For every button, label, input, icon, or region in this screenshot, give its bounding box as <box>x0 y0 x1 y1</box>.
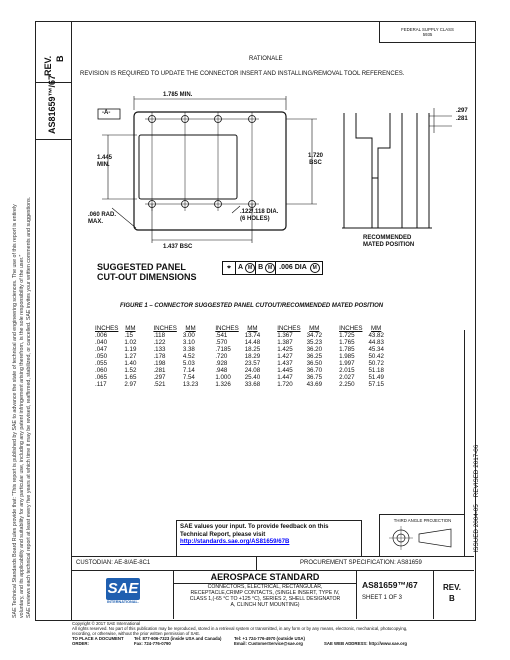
footer-copyright: Copyright © 2017 SAE International <box>72 621 141 626</box>
fcf-mmc-3: M <box>310 263 320 273</box>
conversion-table-cell: 1.445 <box>277 367 293 374</box>
dim-bsc-height: 1.720 BSC <box>308 153 324 166</box>
conversion-table-cell: 1.720 <box>277 381 293 388</box>
conversion-table-cell: 23.57 <box>244 360 261 367</box>
conversion-table-cell: .198 <box>153 360 166 367</box>
rationale-text: REVISION IS REQUIRED TO UPDATE THE CONNECTOR INSERT AND INSTALLING/REMOVAL TOOL REFERENCES. <box>80 71 405 77</box>
conversion-table-cell: .050 <box>95 353 108 360</box>
conversion-table-row <box>92 332 387 339</box>
conversion-table-cell: 36.50 <box>306 360 323 367</box>
conversion-table-row <box>92 360 387 367</box>
conversion-table-cell: 36.75 <box>306 374 323 381</box>
recommended-mated-label: RECOMMENDED MATED POSITION <box>363 235 415 248</box>
conversion-table-cell: .281 <box>153 367 166 374</box>
conversion-table-cell: .15 <box>124 332 133 339</box>
federal-supply-class-box <box>379 21 475 43</box>
conversion-table-cell: 2.250 <box>339 381 355 388</box>
fcf-tolerance: .006 DIA <box>275 262 310 274</box>
left-rev-value: B <box>55 55 65 62</box>
conversion-table-cell: .178 <box>153 353 166 360</box>
fcf-datum-a: A <box>238 264 244 271</box>
conversion-table-cell: .521 <box>153 381 166 388</box>
conversion-table-cell: 2.015 <box>339 367 355 374</box>
conversion-table-cell: 7.14 <box>182 367 195 374</box>
conversion-table-cell: 44.83 <box>368 339 384 346</box>
sae-logo <box>106 578 140 604</box>
footer-order-label: TO PLACE A DOCUMENT ORDER: <box>72 636 124 646</box>
feedback-line-1: SAE values your input. To provide feedback on this <box>180 523 329 530</box>
conversion-table-row <box>92 353 387 360</box>
conversion-table-cell: 1.725 <box>339 332 355 339</box>
tb-sheet: SHEET 1 OF 3 <box>362 595 402 601</box>
fcf-symbol: ⌖ <box>223 262 236 274</box>
conversion-table-row <box>92 346 387 353</box>
conversion-table-cell: 5.03 <box>182 360 195 367</box>
suggested-panel-title: SUGGESTED PANEL CUT-OUT DIMENSIONS <box>97 262 197 282</box>
dim-radius: .060 RAD. MAX. <box>88 212 117 225</box>
conversion-table-cell: 1.427 <box>277 353 293 360</box>
conversion-table-cell: 1.367 <box>277 332 293 339</box>
conversion-table-cell: 50.72 <box>368 360 384 367</box>
conversion-table-cell: 36.25 <box>306 353 323 360</box>
tb-doc-number: AS81659™/67 <box>362 580 418 590</box>
conversion-table-header: INCHES MM INCHES MM INCHES MM INCHES MM INCHES MM <box>95 325 382 332</box>
rationale-title: RATIONALE <box>249 56 283 62</box>
conversion-table-cell: 1.997 <box>339 360 355 367</box>
side-legal-line-2: voluntary, and its applicability and suitability for any particular use, including any patent infringement arising therefrom, is the sole responsibility of the user.” <box>19 254 25 618</box>
projection-box <box>379 514 465 557</box>
conversion-table-cell: 2.97 <box>124 381 137 388</box>
tb-top <box>71 556 474 557</box>
projection-symbol <box>383 523 463 553</box>
conversion-table <box>92 325 387 388</box>
tb-rev-value: B <box>449 594 455 603</box>
side-legal-line-1: SAE Technical Standards Board Rules provide that: “This report is published by SAE to advance the state of technical and engineering sciences. The use of this report is entirely <box>12 204 18 618</box>
footer-email[interactable]: Email: CustomerService@sae.org <box>234 641 303 646</box>
conversion-table-row <box>92 381 387 388</box>
procurement-spec: PROCUREMENT SPECIFICATION: AS81659 <box>300 560 422 566</box>
conversion-table-cell: 25.40 <box>244 374 261 381</box>
conversion-table-cell: .065 <box>95 374 108 381</box>
tb-rev-divider <box>433 570 434 619</box>
conversion-table-cell: 43.69 <box>306 381 323 388</box>
left-rev-label: REV. <box>43 55 53 76</box>
feature-control-frame <box>222 261 323 275</box>
conversion-table-cell: .720 <box>215 353 228 360</box>
dim-bsc-width: 1.437 BSC <box>163 244 193 250</box>
conversion-table-row <box>92 374 387 381</box>
conversion-table-cell: 1.000 <box>215 374 231 381</box>
conversion-table-cell: 1.985 <box>339 353 355 360</box>
tb-mid <box>71 570 474 571</box>
conversion-table-cell: 1.19 <box>124 346 137 353</box>
footer-rights-1: All rights reserved. No part of this publication may be reproduced, stored in a retrieval system or transmitted, in any form or by any means, electronic, mechanical, photocopying, <box>72 626 408 631</box>
conversion-table-cell: 7.54 <box>182 374 195 381</box>
fcf-mmc-2: M <box>265 263 275 273</box>
figure-caption: FIGURE 1 – CONNECTOR SUGGESTED PANEL CUTOUT/RECOMMENDED MATED POSITION <box>120 303 384 309</box>
conversion-table-cell: 1.437 <box>277 360 293 367</box>
conversion-table-cell: 1.52 <box>124 367 137 374</box>
spec-description: CONNECTORS, ELECTRICAL, RECTANGULAR, RECEPTACLE,CRIMP CONTACTS, (SINGLE INSERT, TYPE IV, CLASS 1,(-65 °C TO +125 °C), SERIES 2, SHELL DESIGNATOR A, CLINCH NUT MOUNTING) <box>189 584 341 608</box>
side-legal-text <box>12 197 33 618</box>
conversion-table-cell: 34.72 <box>306 332 323 339</box>
conversion-table-cell: .928 <box>215 360 228 367</box>
tb-custodian-divider <box>256 556 257 570</box>
conversion-table-cell: .047 <box>95 346 108 353</box>
conversion-table-cell: .7185 <box>215 346 231 353</box>
footer-rights-2: recording, or otherwise, without the prior written permission of SAE. <box>72 631 201 636</box>
conversion-table-cell: .117 <box>95 381 107 388</box>
side-legal-line-3: SAE reviews each technical report at least every five years at which time it may be revised, reaffirmed, stabilized, or cancelled. SAE invites your written comments and suggestions. <box>26 196 32 618</box>
footer <box>72 621 472 646</box>
left-doc-number: AS81659™/67 <box>47 74 57 134</box>
conversion-table-cell: 1.425 <box>277 346 293 353</box>
conversion-table-cell: 51.18 <box>368 367 384 374</box>
conversion-table-cell: 14.48 <box>244 339 261 346</box>
dim-holes: .122/.118 DIA. (6 HOLES) <box>240 209 279 222</box>
conversion-table-cell: 18.29 <box>244 353 261 360</box>
conversion-table-cell: .570 <box>215 339 228 346</box>
conversion-table-cell: 57.15 <box>368 381 384 388</box>
panel-cutout-drawing <box>72 88 464 288</box>
fsc-value: 5935 <box>422 32 433 37</box>
conversion-table-cell: 1.765 <box>339 339 355 346</box>
fcf-mmc-1: M <box>245 263 255 273</box>
aerospace-standard: AEROSPACE STANDARD <box>174 572 356 584</box>
feedback-box <box>176 520 362 557</box>
fsc-label: FEDERAL SUPPLY CLASS <box>401 27 454 32</box>
conversion-table-cell: 35.23 <box>306 339 323 346</box>
footer-tel-usa: Tel: 877-606-7323 (inside USA and Canada) <box>134 636 222 641</box>
conversion-table-cell: 3.38 <box>182 346 195 353</box>
feedback-line-2: Technical Report, please visit <box>180 530 266 538</box>
conversion-table-cell: 45.34 <box>368 346 384 353</box>
conversion-table-cell: 13.23 <box>182 381 199 388</box>
footer-fax: Fax: 724-776-0790 <box>134 641 171 646</box>
feedback-link[interactable]: http://standards.sae.org/AS81659/67B <box>180 538 290 545</box>
conversion-table-cell: 1.65 <box>124 374 137 381</box>
conversion-table-cell: .006 <box>95 332 108 339</box>
footer-tel-intl: Tel: +1 724-776-4970 (outside USA) <box>234 636 305 641</box>
conversion-table-row <box>92 339 387 346</box>
conversion-table-cell: 24.08 <box>244 367 261 374</box>
conversion-table-cell: 2.027 <box>339 374 355 381</box>
conversion-table-cell: 1.40 <box>124 360 137 367</box>
footer-web[interactable]: SAE WEB ADDRESS: http://www.sae.org <box>324 641 407 646</box>
conversion-table-wrap <box>92 325 387 388</box>
conversion-table-cell: .133 <box>153 346 166 353</box>
conversion-table-cell: 4.52 <box>182 353 195 360</box>
conversion-table-cell: 1.785 <box>339 346 355 353</box>
conversion-table-cell: 1.387 <box>277 339 293 346</box>
custodian: CUSTODIAN: AE-8/AE-8C1 <box>76 560 151 566</box>
conversion-table-cell: 36.70 <box>306 367 323 374</box>
conversion-table-cell: .060 <box>95 367 108 374</box>
conversion-table-row <box>92 367 387 374</box>
dim-height-min: 1.445 MIN. <box>97 155 113 168</box>
dim-297: .297 <box>456 108 468 114</box>
conversion-table-cell: 18.25 <box>244 346 261 353</box>
dim-281: .281 <box>456 116 468 122</box>
conversion-table-cell: .055 <box>95 360 108 367</box>
conversion-table-cell: .118 <box>153 332 166 339</box>
conversion-table-cell: 1.447 <box>277 374 293 381</box>
conversion-table-cell: .040 <box>95 339 108 346</box>
conversion-table-cell: 1.27 <box>124 353 137 360</box>
conversion-table-cell: .297 <box>153 374 166 381</box>
issued-dates: ISSUED 2004-05 REVISED 2017-06 <box>473 444 480 553</box>
conversion-table-cell: 3.00 <box>182 332 195 339</box>
left-docnum-divider <box>35 139 72 140</box>
conversion-table-cell: .948 <box>215 367 228 374</box>
tb-rev-label: REV. <box>443 583 461 592</box>
sae-logo-mark: SAE <box>106 578 140 600</box>
projection-label: THIRD ANGLE PROJECTION <box>393 518 452 523</box>
conversion-table-cell: 13.74 <box>244 332 261 339</box>
datum-a: -A- <box>102 110 111 116</box>
conversion-table-cell: 3.10 <box>182 339 195 346</box>
conversion-table-cell: 33.68 <box>244 381 261 388</box>
conversion-table-cell: 43.82 <box>368 332 384 339</box>
sae-logo-sub: INTERNATIONAL. <box>107 600 139 604</box>
conversion-table-cell: 1.326 <box>215 381 231 388</box>
conversion-table-cell: .541 <box>215 332 228 339</box>
dim-width: 1.785 MIN. <box>163 92 193 98</box>
conversion-table-cell: 1.02 <box>124 339 137 346</box>
conversion-table-cell: .122 <box>153 339 166 346</box>
conversion-table-cell: 51.49 <box>368 374 384 381</box>
fcf-datum-b: B <box>255 262 265 274</box>
conversion-table-cell: 36.20 <box>306 346 323 353</box>
conversion-table-cell: 50.42 <box>368 353 384 360</box>
tb-standard-divider <box>356 570 357 619</box>
